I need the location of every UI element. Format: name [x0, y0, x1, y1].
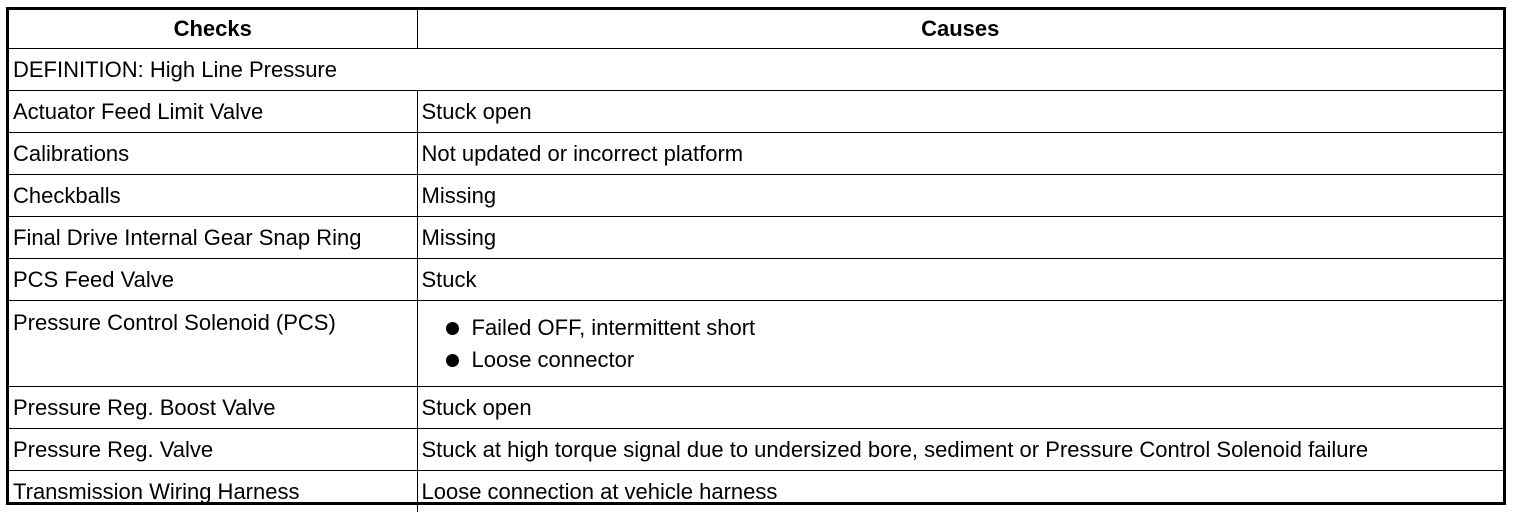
definition-row	[9, 49, 1503, 91]
cause-cell	[417, 301, 1503, 387]
cause-text: Loose connector	[471, 347, 635, 372]
bullet-icon	[446, 354, 459, 367]
diagnostic-table-container	[6, 7, 1506, 505]
cause-bullet-list	[422, 305, 1500, 382]
bullet-icon	[446, 322, 459, 335]
header-row	[9, 10, 1503, 49]
table-row	[9, 387, 1503, 429]
table-row	[9, 175, 1503, 217]
cause-cell: Stuck open	[417, 387, 1503, 429]
column-header-causes: Causes	[417, 10, 1503, 49]
check-cell: Pressure Reg. Valve	[9, 429, 417, 471]
check-cell: Final Drive Internal Gear Snap Ring	[9, 217, 417, 259]
table-row	[9, 91, 1503, 133]
check-cell: Actuator Feed Limit Valve	[9, 91, 417, 133]
check-cell: Checkballs	[9, 175, 417, 217]
check-cell: Transmission Wiring Harness	[9, 471, 417, 512]
check-cell: PCS Feed Valve	[9, 259, 417, 301]
cause-cell: Missing	[417, 217, 1503, 259]
definition-cell: DEFINITION: High Line Pressure	[9, 49, 1503, 91]
check-cell: Pressure Reg. Boost Valve	[9, 387, 417, 429]
column-header-checks: Checks	[9, 10, 417, 49]
check-cell: Calibrations	[9, 133, 417, 175]
table-row	[9, 133, 1503, 175]
table-row	[9, 471, 1503, 512]
table-row	[9, 301, 1503, 387]
cause-text: Failed OFF, intermittent short	[471, 315, 756, 340]
table-row	[9, 259, 1503, 301]
cause-cell: Stuck	[417, 259, 1503, 301]
check-cell: Pressure Control Solenoid (PCS)	[9, 301, 417, 387]
cause-cell: Stuck at high torque signal due to undersized bore, sediment or Pressure Control Solenoid failure	[417, 429, 1503, 471]
list-item	[422, 312, 1500, 344]
cause-cell: Missing	[417, 175, 1503, 217]
cause-cell: Loose connection at vehicle harness	[417, 471, 1503, 512]
cause-cell: Not updated or incorrect platform	[417, 133, 1503, 175]
diagnostic-table	[9, 10, 1503, 512]
cause-cell: Stuck open	[417, 91, 1503, 133]
list-item	[422, 344, 1500, 376]
table-row	[9, 429, 1503, 471]
table-row	[9, 217, 1503, 259]
